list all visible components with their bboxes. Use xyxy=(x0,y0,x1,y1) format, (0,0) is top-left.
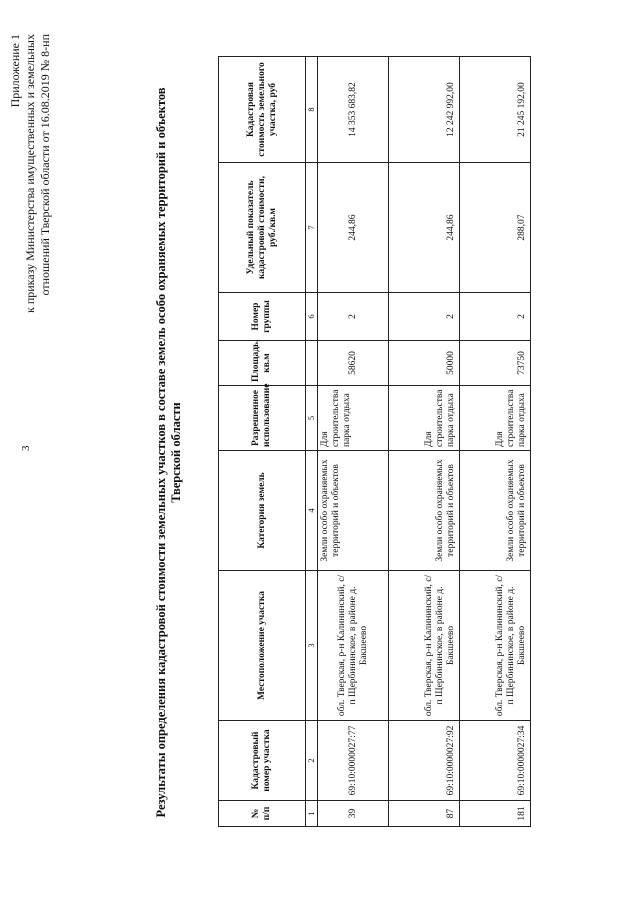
colnum-4: 4 xyxy=(306,451,318,571)
page-number: 3 xyxy=(20,445,32,451)
title-line-2: Тверской области xyxy=(169,402,183,503)
cell-specific: 288,07 xyxy=(460,163,531,293)
header-specific: Удельный показатель кадастровой стоимости, руб./кв.м xyxy=(219,163,306,293)
header-row xyxy=(219,57,306,827)
cell-num: 181 xyxy=(460,801,531,827)
cell-location: обл. Тверская, р-н Калининский, с/п Щербининское, в районе д. Бакшеево xyxy=(389,571,460,721)
colnum-9: 8 xyxy=(306,57,318,163)
title-line-1: Результаты определения кадастровой стоимости земельных участков в составе земель особо охраняемых территорий и объектов xyxy=(154,87,168,818)
header-cadastral: Кадастровый номер участка xyxy=(219,721,306,801)
cell-use: Для строительства парка отдыха xyxy=(318,386,389,451)
cell-category: Земли особо охраняемых территорий и объектов xyxy=(389,451,460,571)
cell-use: Для строительства парка отдыха xyxy=(389,386,460,451)
cell-group: 2 xyxy=(460,293,531,341)
header-value: Кадастровая стоимость земельного участка, руб xyxy=(219,57,306,163)
document-title xyxy=(154,80,184,825)
colnum-3: 3 xyxy=(306,571,318,721)
cell-cadastral: 69:10:0000027:34 xyxy=(460,721,531,801)
colnum-5: 5 xyxy=(306,386,318,451)
colnum-1: 1 xyxy=(306,801,318,827)
cell-location: обл. Тверская, р-н Калининский, с/п Щербининское, в районе д. Бакшеево xyxy=(460,571,531,721)
colnum-8: 7 xyxy=(306,163,318,293)
colnum-2: 2 xyxy=(306,721,318,801)
cell-group: 2 xyxy=(318,293,389,341)
colnum-6 xyxy=(306,341,318,386)
cell-specific: 244,86 xyxy=(389,163,460,293)
table-row xyxy=(389,57,460,827)
cell-value: 12 242 992,00 xyxy=(389,57,460,163)
colnum-7: 6 xyxy=(306,293,318,341)
cell-num: 87 xyxy=(389,801,460,827)
cell-area: 58620 xyxy=(318,341,389,386)
appendix-line-2: к приказу Министерства имущественных и земельных xyxy=(23,34,37,314)
cell-value: 21 245 192,00 xyxy=(460,57,531,163)
header-num: № п/п xyxy=(219,801,306,827)
table-row xyxy=(318,57,389,827)
header-area: Площадь, кв.м xyxy=(219,341,306,386)
header-location: Местоположение участка xyxy=(219,571,306,721)
cell-category: Земли особо охраняемых территорий и объектов xyxy=(460,451,531,571)
cell-area: 73750 xyxy=(460,341,531,386)
cell-group: 2 xyxy=(389,293,460,341)
header-group: Номер группы xyxy=(219,293,306,341)
header-category: Категория земель xyxy=(219,451,306,571)
cell-location: обл. Тверская, р-н Калининский, с/п Щербининское, в районе д. Бакшеево xyxy=(318,571,389,721)
cell-area: 50000 xyxy=(389,341,460,386)
cell-specific: 244,86 xyxy=(318,163,389,293)
cell-num: 39 xyxy=(318,801,389,827)
cell-cadastral: 69:10:0000027:77 xyxy=(318,721,389,801)
header-use: Разрешенное использование xyxy=(219,386,306,451)
column-number-row xyxy=(306,57,318,827)
cell-cadastral: 69:10:0000027:92 xyxy=(389,721,460,801)
cell-category: Земли особо охраняемых территорий и объектов xyxy=(318,451,389,571)
table-row xyxy=(460,57,531,827)
appendix-line-3: отношений Тверской области от 16.08.2019 № 8-нп xyxy=(38,34,52,296)
appendix-line-1: Приложение 1 xyxy=(8,34,22,108)
cell-use: Для строительства парка отдыха xyxy=(460,386,531,451)
appendix-block xyxy=(8,34,53,313)
cell-value: 14 353 683,82 xyxy=(318,57,389,163)
cadastral-table xyxy=(218,56,531,827)
